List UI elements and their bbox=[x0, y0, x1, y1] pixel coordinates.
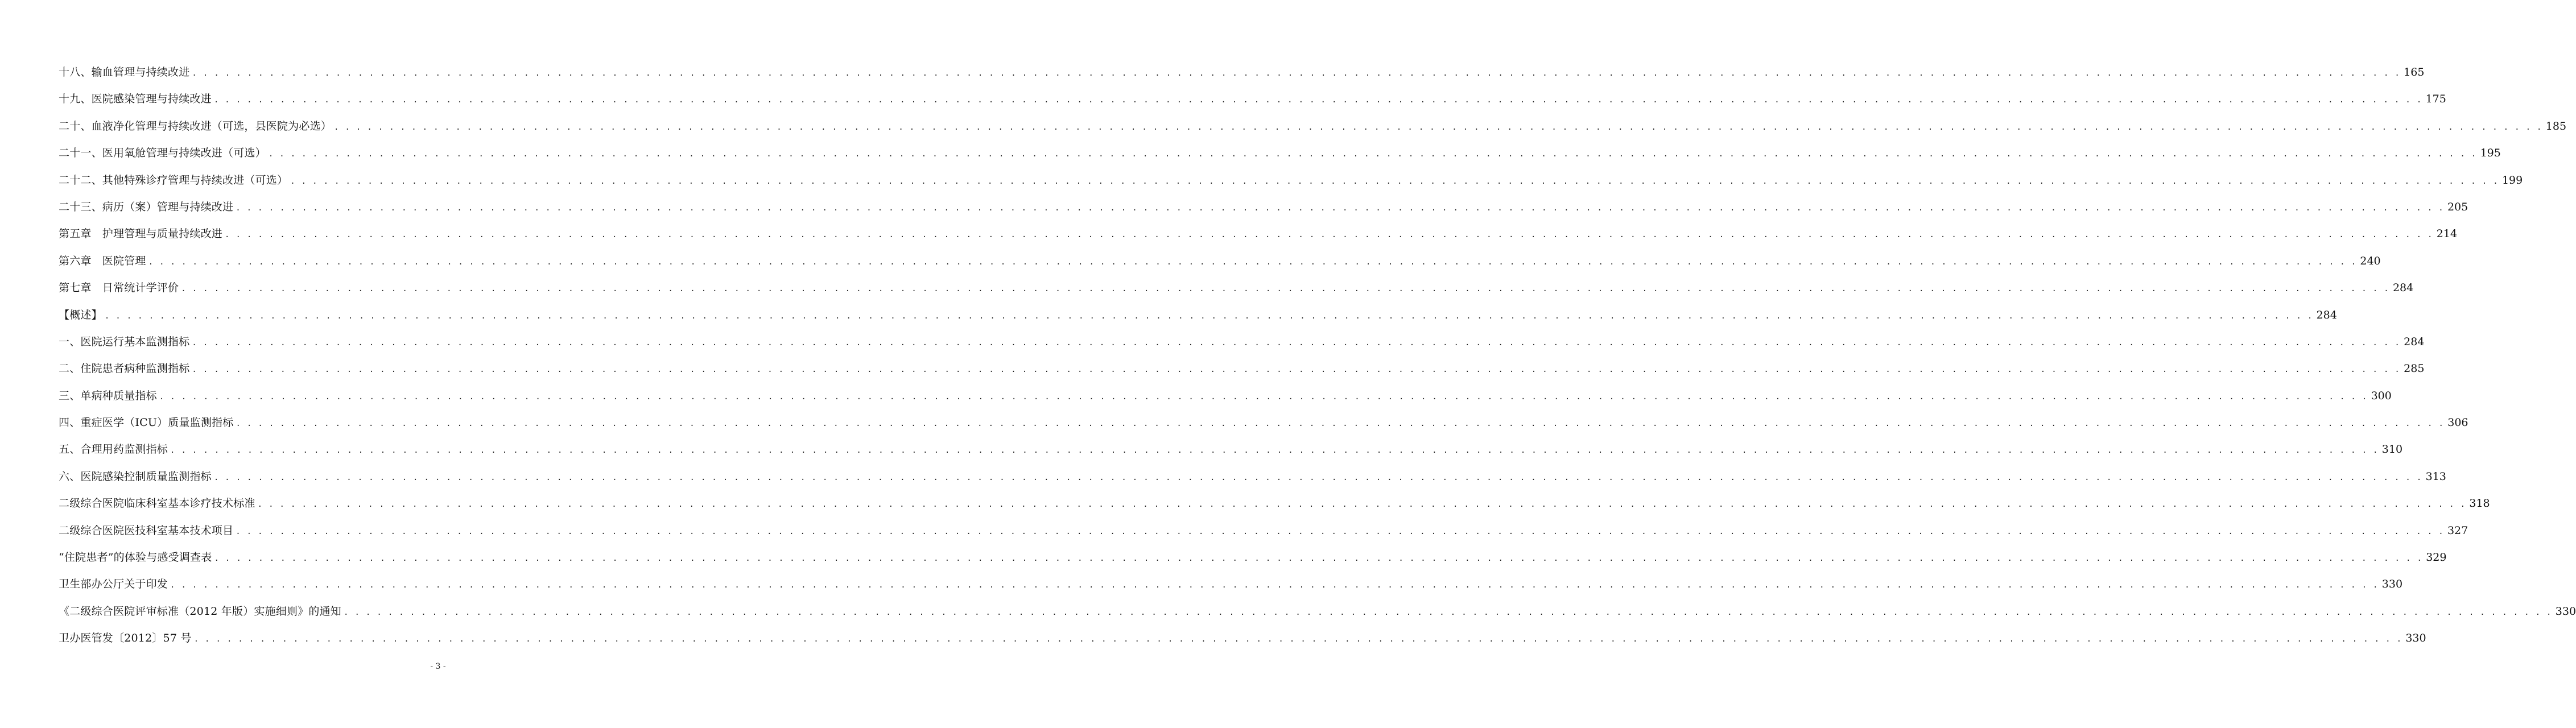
toc-entry-title: 第六章 医院管理 bbox=[59, 254, 146, 267]
toc-entry-title: 第五章 护理管理与质量持续改进 bbox=[59, 228, 223, 241]
dot-leader: . . . . . . . . . . . . . . . . . . . . . . . . . . . . . . . . . . . . . . . . . . . . . . . . . . . . . . . . . . . . . . . . . . . . . . . . . . . . . . . . . . . . . . . . . . . . . . . . . . . . . . . . . . . . . . . . . . . . . . . . . . . . . . . . . . . . . . . . . . . . . . . . . . . . . . . . . . . . . . . . . . . . . . . . . . . . . . . . . . . . . . . . . . . . . . . . . . . . . . . . bbox=[192, 365, 2401, 375]
toc-entry[interactable] bbox=[59, 140, 2501, 167]
dot-leader: . . . . . . . . . . . . . . . . . . . . . . . . . . . . . . . . . . . . . . . . . . . . . . . . . . . . . . . . . . . . . . . . . . . . . . . . . . . . . . . . . . . . . . . . . . . . . . . . . . . . . . . . . . . . . . . . . . . . . . . . . . . . . . . . . . . . . . . . . . . . . . . . . . . . . . . . . . . . . . . . . . . . . . . . . . . . . . . . . . . . . . . . . . . . . . . . . . . . . . . . bbox=[213, 96, 2422, 105]
toc-entry[interactable] bbox=[59, 383, 2392, 410]
toc-entry-title: 三、单病种质量指标 bbox=[59, 389, 157, 402]
toc-entry[interactable] bbox=[59, 625, 2426, 652]
toc-entry-title: 卫生部办公厅关于印发 bbox=[59, 578, 168, 591]
toc-entry-page-number: 318 bbox=[2469, 497, 2490, 510]
toc-entry-page-number: 313 bbox=[2425, 470, 2446, 483]
toc-entry-page-number: 195 bbox=[2480, 147, 2501, 160]
dot-leader: . . . . . . . . . . . . . . . . . . . . . . . . . . . . . . . . . . . . . . . . . . . . . . . . . . . . . . . . . . . . . . . . . . . . . . . . . . . . . . . . . . . . . . . . . . . . . . . . . . . . . . . . . . . . . . . . . . . . . . . . . . . . . . . . . . . . . . . . . . . . . . . . . . . . . . . . . . . . . . . . . . . . . . . . . . . . . . . . . . . . . . . . . . . . . . . . . . . . . . . . bbox=[290, 176, 2499, 186]
toc-entry-title: 二十一、医用氧舱管理与持续改进（可选） bbox=[59, 147, 266, 160]
toc-entry-page-number: 199 bbox=[2501, 173, 2523, 187]
toc-entry-page-number: 284 bbox=[2404, 335, 2425, 348]
toc-entry[interactable] bbox=[59, 248, 2381, 275]
toc-entry[interactable] bbox=[59, 113, 2567, 140]
toc-entry[interactable] bbox=[59, 302, 2337, 329]
toc-entry[interactable] bbox=[59, 194, 2468, 221]
toc-entry-page-number: 329 bbox=[2426, 551, 2447, 564]
toc-entry-page-number: 165 bbox=[2404, 66, 2425, 78]
toc-entry[interactable] bbox=[59, 167, 2523, 194]
toc-entry[interactable] bbox=[59, 410, 2468, 436]
toc-entry-title: 十九、医院感染管理与持续改进 bbox=[59, 93, 212, 106]
toc-entry-title: 第七章 日常统计学评价 bbox=[59, 282, 179, 295]
toc-entry[interactable] bbox=[59, 436, 2403, 463]
dot-leader: . . . . . . . . . . . . . . . . . . . . . . . . . . . . . . . . . . . . . . . . . . . . . . . . . . . . . . . . . . . . . . . . . . . . . . . . . . . . . . . . . . . . . . . . . . . . . . . . . . . . . . . . . . . . . . . . . . . . . . . . . . . . . . . . . . . . . . . . . . . . . . . . . . . . . . . . . . . . . . . . . . . . . . . . . . . . . . . . . . . . . . . . . . . . . . . . . . . . . . . . bbox=[236, 527, 2444, 536]
toc-entry-title: 【概述】 bbox=[59, 308, 102, 321]
dot-leader: . . . . . . . . . . . . . . . . . . . . . . . . . . . . . . . . . . . . . . . . . . . . . . . . . . . . . . . . . . . . . . . . . . . . . . . . . . . . . . . . . . . . . . . . . . . . . . . . . . . . . . . . . . . . . . . . . . . . . . . . . . . . . . . . . . . . . . . . . . . . . . . . . . . . . . . . . . . . . . . . . . . . . . . . . . . . . . . . . . . . . . . . . . . . . . . . . . . . . . . . bbox=[236, 203, 2444, 213]
dot-leader: . . . . . . . . . . . . . . . . . . . . . . . . . . . . . . . . . . . . . . . . . . . . . . . . . . . . . . . . . . . . . . . . . . . . . . . . . . . . . . . . . . . . . . . . . . . . . . . . . . . . . . . . . . . . . . . . . . . . . . . . . . . . . . . . . . . . . . . . . . . . . . . . . . . . . . . . . . . . . . . . . . . . . . . . . . . . . . . . . . . . . . . . . . . . . . . . . . . . . . . . bbox=[192, 338, 2401, 348]
toc-entry-page-number: 185 bbox=[2545, 119, 2567, 133]
toc-entry-page-number: 285 bbox=[2404, 362, 2425, 375]
dot-leader: . . . . . . . . . . . . . . . . . . . . . . . . . . . . . . . . . . . . . . . . . . . . . . . . . . . . . . . . . . . . . . . . . . . . . . . . . . . . . . . . . . . . . . . . . . . . . . . . . . . . . . . . . . . . . . . . . . . . . . . . . . . . . . . . . . . . . . . . . . . . . . . . . . . . . . . . . . . . . . . . . . . . . . . . . . . . . . . . . . . . . . . . . . . . . . . . . . . . . . . . bbox=[159, 392, 2368, 402]
toc-entry-page-number: 310 bbox=[2381, 443, 2403, 456]
toc-entry-page-number: 327 bbox=[2447, 524, 2468, 537]
toc-entry-page-number: 284 bbox=[2392, 282, 2414, 295]
toc-entry-page-number: 330 bbox=[2555, 605, 2576, 618]
toc-entry[interactable] bbox=[59, 59, 2425, 86]
toc-entry-page-number: 214 bbox=[2436, 228, 2458, 241]
toc-entry-title: 四、重症医学（ICU）质量监测指标 bbox=[59, 416, 234, 429]
toc-entry-title: 十八、输血管理与持续改进 bbox=[59, 66, 190, 78]
toc-entry-title: 一、医院运行基本监测指标 bbox=[59, 335, 190, 348]
toc-entry-page-number: 240 bbox=[2360, 254, 2381, 267]
toc-entry-title: 二十三、病历（案）管理与持续改进 bbox=[59, 200, 234, 213]
toc-entry-title: “住院患者”的体验与感受调查表 bbox=[59, 551, 212, 564]
toc-entry[interactable] bbox=[59, 275, 2414, 301]
page-number: - 3 - bbox=[430, 662, 446, 671]
toc-entry-title: 六、医院感染控制质量监测指标 bbox=[59, 470, 212, 483]
toc-entry-title: 二级综合医院医技科室基本技术项目 bbox=[59, 524, 234, 537]
dot-leader: . . . . . . . . . . . . . . . . . . . . . . . . . . . . . . . . . . . . . . . . . . . . . . . . . . . . . . . . . . . . . . . . . . . . . . . . . . . . . . . . . . . . . . . . . . . . . . . . . . . . . . . . . . . . . . . . . . . . . . . . . . . . . . . . . . . . . . . . . . . . . . . . . . . . . . . . . . . . . . . . . . . . . . . . . . . . . . . . . . . . . . . . . . . . . . . . . . . . . . . . bbox=[193, 635, 2402, 644]
dot-leader: . . . . . . . . . . . . . . . . . . . . . . . . . . . . . . . . . . . . . . . . . . . . . . . . . . . . . . . . . . . . . . . . . . . . . . . . . . . . . . . . . . . . . . . . . . . . . . . . . . . . . . . . . . . . . . . . . . . . . . . . . . . . . . . . . . . . . . . . . . . . . . . . . . . . . . . . . . . . . . . . . . . . . . . . . . . . . . . . . . . . . . . . . . . . . . . . . . . . . . . . bbox=[334, 122, 2542, 132]
dot-leader: . . . . . . . . . . . . . . . . . . . . . . . . . . . . . . . . . . . . . . . . . . . . . . . . . . . . . . . . . . . . . . . . . . . . . . . . . . . . . . . . . . . . . . . . . . . . . . . . . . . . . . . . . . . . . . . . . . . . . . . . . . . . . . . . . . . . . . . . . . . . . . . . . . . . . . . . . . . . . . . . . . . . . . . . . . . . . . . . . . . . . . . . . . . . . . . . . . . . . . . . bbox=[213, 473, 2422, 482]
dot-leader: . . . . . . . . . . . . . . . . . . . . . . . . . . . . . . . . . . . . . . . . . . . . . . . . . . . . . . . . . . . . . . . . . . . . . . . . . . . . . . . . . . . . . . . . . . . . . . . . . . . . . . . . . . . . . . . . . . . . . . . . . . . . . . . . . . . . . . . . . . . . . . . . . . . . . . . . . . . . . . . . . . . . . . . . . . . . . . . . . . . . . . . . . . . . . . . . . . . . . . . . bbox=[214, 554, 2423, 564]
toc-entry-page-number: 306 bbox=[2447, 416, 2468, 429]
toc-entry[interactable] bbox=[59, 490, 2490, 517]
dot-leader: . . . . . . . . . . . . . . . . . . . . . . . . . . . . . . . . . . . . . . . . . . . . . . . . . . . . . . . . . . . . . . . . . . . . . . . . . . . . . . . . . . . . . . . . . . . . . . . . . . . . . . . . . . . . . . . . . . . . . . . . . . . . . . . . . . . . . . . . . . . . . . . . . . . . . . . . . . . . . . . . . . . . . . . . . . . . . . . . . . . . . . . . . . . . . . . . . . . . . . . . bbox=[192, 69, 2401, 78]
toc-entry-title: 二十二、其他特殊诊疗管理与持续改进（可选） bbox=[59, 173, 288, 187]
toc-entry[interactable] bbox=[59, 329, 2425, 355]
toc-entry[interactable] bbox=[59, 518, 2468, 544]
dot-leader: . . . . . . . . . . . . . . . . . . . . . . . . . . . . . . . . . . . . . . . . . . . . . . . . . . . . . . . . . . . . . . . . . . . . . . . . . . . . . . . . . . . . . . . . . . . . . . . . . . . . . . . . . . . . . . . . . . . . . . . . . . . . . . . . . . . . . . . . . . . . . . . . . . . . . . . . . . . . . . . . . . . . . . . . . . . . . . . . . . . . . . . . . . . . . . . . . . . . . . . . bbox=[257, 500, 2466, 510]
toc-entry[interactable] bbox=[59, 598, 2576, 625]
toc-entry-page-number: 330 bbox=[2405, 632, 2426, 645]
dot-leader: . . . . . . . . . . . . . . . . . . . . . . . . . . . . . . . . . . . . . . . . . . . . . . . . . . . . . . . . . . . . . . . . . . . . . . . . . . . . . . . . . . . . . . . . . . . . . . . . . . . . . . . . . . . . . . . . . . . . . . . . . . . . . . . . . . . . . . . . . . . . . . . . . . . . . . . . . . . . . . . . . . . . . . . . . . . . . . . . . . . . . . . . . . . . . . . . . . . . . . . . bbox=[170, 446, 2379, 456]
toc-entry[interactable] bbox=[59, 544, 2447, 571]
dot-leader: . . . . . . . . . . . . . . . . . . . . . . . . . . . . . . . . . . . . . . . . . . . . . . . . . . . . . . . . . . . . . . . . . . . . . . . . . . . . . . . . . . . . . . . . . . . . . . . . . . . . . . . . . . . . . . . . . . . . . . . . . . . . . . . . . . . . . . . . . . . . . . . . . . . . . . . . . . . . . . . . . . . . . . . . . . . . . . . . . . . . . . . . . . . . . . . . . . . . . . . . bbox=[344, 607, 2552, 617]
toc-entry[interactable] bbox=[59, 86, 2446, 113]
table-of-contents bbox=[59, 59, 2576, 652]
toc-entry-page-number: 205 bbox=[2447, 200, 2468, 213]
dot-leader: . . . . . . . . . . . . . . . . . . . . . . . . . . . . . . . . . . . . . . . . . . . . . . . . . . . . . . . . . . . . . . . . . . . . . . . . . . . . . . . . . . . . . . . . . . . . . . . . . . . . . . . . . . . . . . . . . . . . . . . . . . . . . . . . . . . . . . . . . . . . . . . . . . . . . . . . . . . . . . . . . . . . . . . . . . . . . . . . . . . . . . . . . . . . . . . . . . . . . . . . bbox=[181, 284, 2389, 294]
toc-entry-page-number: 300 bbox=[2371, 389, 2392, 402]
toc-entry-title: 二十、血液净化管理与持续改进（可选，县医院为必选） bbox=[59, 119, 332, 133]
toc-entry-page-number: 284 bbox=[2316, 308, 2337, 321]
toc-entry-title: 五、合理用药监测指标 bbox=[59, 443, 168, 456]
toc-entry[interactable] bbox=[59, 571, 2403, 598]
dot-leader: . . . . . . . . . . . . . . . . . . . . . . . . . . . . . . . . . . . . . . . . . . . . . . . . . . . . . . . . . . . . . . . . . . . . . . . . . . . . . . . . . . . . . . . . . . . . . . . . . . . . . . . . . . . . . . . . . . . . . . . . . . . . . . . . . . . . . . . . . . . . . . . . . . . . . . . . . . . . . . . . . . . . . . . . . . . . . . . . . . . . . . . . . . . . . . . . . . . . . . . . bbox=[148, 257, 2357, 267]
dot-leader: . . . . . . . . . . . . . . . . . . . . . . . . . . . . . . . . . . . . . . . . . . . . . . . . . . . . . . . . . . . . . . . . . . . . . . . . . . . . . . . . . . . . . . . . . . . . . . . . . . . . . . . . . . . . . . . . . . . . . . . . . . . . . . . . . . . . . . . . . . . . . . . . . . . . . . . . . . . . . . . . . . . . . . . . . . . . . . . . . . . . . . . . . . . . . . . . . . . . . . . . bbox=[104, 311, 2313, 321]
toc-entry-page-number: 175 bbox=[2425, 93, 2446, 106]
toc-entry[interactable] bbox=[59, 221, 2458, 247]
dot-leader: . . . . . . . . . . . . . . . . . . . . . . . . . . . . . . . . . . . . . . . . . . . . . . . . . . . . . . . . . . . . . . . . . . . . . . . . . . . . . . . . . . . . . . . . . . . . . . . . . . . . . . . . . . . . . . . . . . . . . . . . . . . . . . . . . . . . . . . . . . . . . . . . . . . . . . . . . . . . . . . . . . . . . . . . . . . . . . . . . . . . . . . . . . . . . . . . . . . . . . . . bbox=[170, 581, 2379, 590]
toc-entry[interactable] bbox=[59, 355, 2425, 382]
toc-entry-title: 卫办医管发〔2012〕57 号 bbox=[59, 632, 192, 645]
toc-entry-title: 二级综合医院临床科室基本诊疗技术标准 bbox=[59, 497, 255, 510]
toc-entry-title: 二、住院患者病种监测指标 bbox=[59, 362, 190, 375]
toc-entry-title: 《二级综合医院评审标准（2012 年版）实施细则》的通知 bbox=[59, 605, 341, 618]
toc-entry[interactable] bbox=[59, 464, 2446, 490]
dot-leader: . . . . . . . . . . . . . . . . . . . . . . . . . . . . . . . . . . . . . . . . . . . . . . . . . . . . . . . . . . . . . . . . . . . . . . . . . . . . . . . . . . . . . . . . . . . . . . . . . . . . . . . . . . . . . . . . . . . . . . . . . . . . . . . . . . . . . . . . . . . . . . . . . . . . . . . . . . . . . . . . . . . . . . . . . . . . . . . . . . . . . . . . . . . . . . . . . . . . . . . . bbox=[225, 230, 2433, 240]
dot-leader: . . . . . . . . . . . . . . . . . . . . . . . . . . . . . . . . . . . . . . . . . . . . . . . . . . . . . . . . . . . . . . . . . . . . . . . . . . . . . . . . . . . . . . . . . . . . . . . . . . . . . . . . . . . . . . . . . . . . . . . . . . . . . . . . . . . . . . . . . . . . . . . . . . . . . . . . . . . . . . . . . . . . . . . . . . . . . . . . . . . . . . . . . . . . . . . . . . . . . . . . bbox=[236, 419, 2445, 429]
dot-leader: . . . . . . . . . . . . . . . . . . . . . . . . . . . . . . . . . . . . . . . . . . . . . . . . . . . . . . . . . . . . . . . . . . . . . . . . . . . . . . . . . . . . . . . . . . . . . . . . . . . . . . . . . . . . . . . . . . . . . . . . . . . . . . . . . . . . . . . . . . . . . . . . . . . . . . . . . . . . . . . . . . . . . . . . . . . . . . . . . . . . . . . . . . . . . . . . . . . . . . . . bbox=[268, 150, 2477, 159]
toc-entry-page-number: 330 bbox=[2381, 578, 2403, 591]
